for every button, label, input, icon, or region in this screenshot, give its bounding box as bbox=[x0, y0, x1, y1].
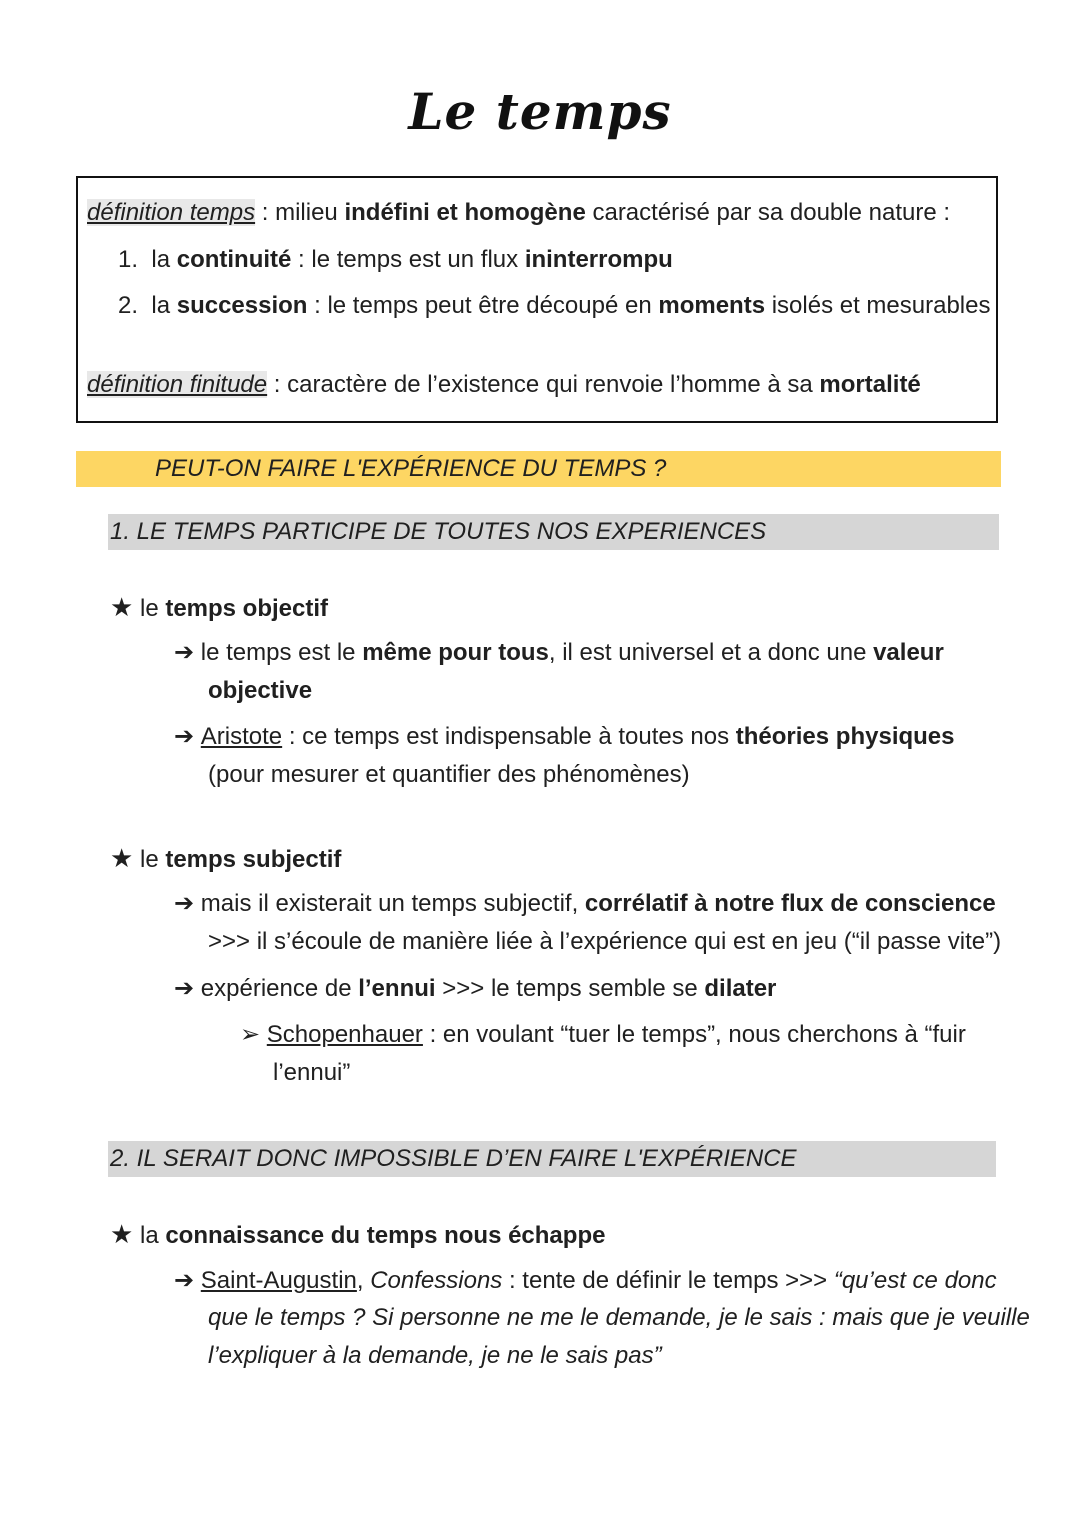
star-icon: ★ bbox=[110, 1219, 134, 1249]
bullet-line: ➔ le temps est le même pour tous, il est universel et a donc une valeur bbox=[174, 639, 944, 666]
bullet-line: ➔ expérience de l’ennui >>> le temps semble se dilater bbox=[174, 975, 777, 1002]
arrow-icon: ➔ bbox=[174, 1267, 195, 1294]
bullet-line-cont: >>> il s’écoule de manière liée à l’expérience qui est en jeu (“il passe vite”) bbox=[208, 928, 1002, 955]
bullet-line: ➔ mais il existerait un temps subjectif, corrélatif à notre flux de conscience bbox=[174, 890, 996, 917]
definition-term: définition finitude bbox=[87, 371, 268, 398]
temps-objectif-heading: ★ le temps objectif bbox=[110, 592, 329, 622]
section-2-heading: 2. IL SERAIT DONC IMPOSSIBLE D’EN FAIRE L'EXPÉRIENCE bbox=[110, 1145, 797, 1172]
definition-finitude: définition finitude : caractère de l’existence qui renvoie l’homme à sa mortalité bbox=[87, 371, 921, 398]
author-link: Saint-Augustin bbox=[200, 1267, 357, 1294]
arrow-icon: ➔ bbox=[174, 975, 195, 1002]
bullet-line: ➔ Saint-Augustin, Confessions : tente de définir le temps >>> “qu’est ce donc bbox=[174, 1267, 997, 1294]
sub-bullet-line-cont: l’ennui” bbox=[273, 1059, 351, 1086]
quote-line: que le temps ? Si personne ne me le demande, je le sais : mais que je veuille bbox=[208, 1304, 1030, 1331]
work-title: Confessions bbox=[370, 1267, 503, 1294]
connaissance-heading: ★ la connaissance du temps nous échappe bbox=[110, 1219, 606, 1249]
star-icon: ★ bbox=[110, 592, 134, 622]
list-item: 2. la succession : le temps peut être découpé en moments isolés et mesurables bbox=[118, 292, 991, 319]
arrowhead-icon: ➢ bbox=[240, 1021, 261, 1048]
definition-term: définition temps bbox=[87, 199, 256, 226]
bullet-line-cont: (pour mesurer et quantifier des phénomènes) bbox=[208, 761, 690, 788]
sub-bullet-line: ➢ Schopenhauer : en voulant “tuer le temps”, nous cherchons à “fuir bbox=[240, 1021, 966, 1048]
bullet-line-cont: objective bbox=[208, 677, 313, 704]
section-1-heading: 1. LE TEMPS PARTICIPE DE TOUTES NOS EXPERIENCES bbox=[110, 518, 767, 545]
temps-subjectif-heading: ★ le temps subjectif bbox=[110, 843, 342, 873]
arrow-icon: ➔ bbox=[174, 639, 195, 666]
author-link: Schopenhauer bbox=[266, 1021, 423, 1048]
question-heading: PEUT-ON FAIRE L'EXPÉRIENCE DU TEMPS ? bbox=[155, 455, 667, 482]
author-link: Aristote bbox=[200, 723, 283, 750]
page-title: Le temps bbox=[408, 82, 672, 141]
arrow-icon: ➔ bbox=[174, 890, 195, 917]
bullet-line: ➔ Aristote : ce temps est indispensable à toutes nos théories physiques bbox=[174, 723, 955, 750]
star-icon: ★ bbox=[110, 843, 134, 873]
quote-line: l’expliquer à la demande, je ne le sais pas” bbox=[208, 1342, 662, 1369]
arrow-icon: ➔ bbox=[174, 723, 195, 750]
definition-temps: définition temps : milieu indéfini et homogène caractérisé par sa double nature : bbox=[87, 199, 951, 226]
list-item: 1. la continuité : le temps est un flux ininterrompu bbox=[118, 246, 673, 273]
